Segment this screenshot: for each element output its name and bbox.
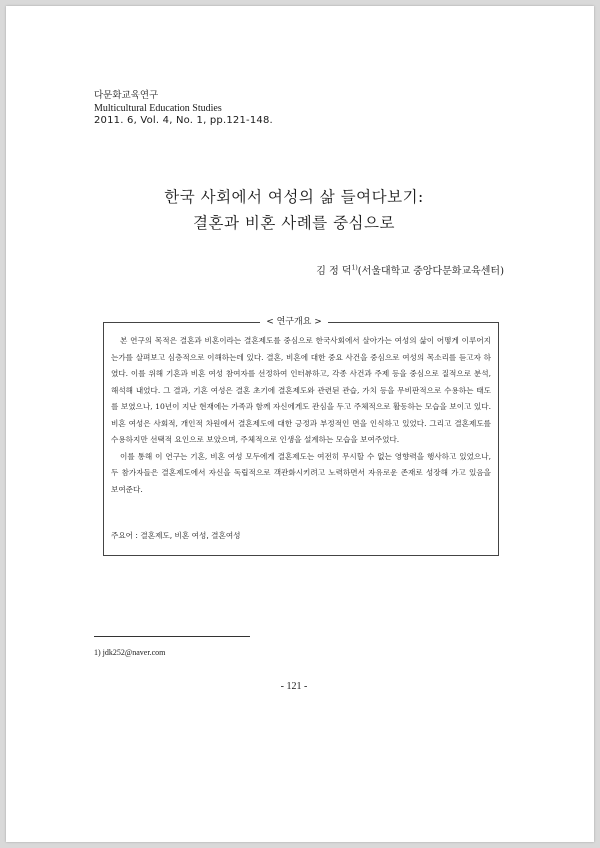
abstract-paragraph-2: 이를 통해 이 연구는 기혼, 비혼 여성 모두에게 결혼제도는 여전히 무시할 수 없는 영향력을 행사하고 있었으나, 두 참가자들은 결혼제도에서 자신을 독립적으로 객관화시키려고 노력하면서 자유로운 존재로 성장해 가고 있음을 보여준다. [111, 451, 491, 494]
footnote: 1) jdk252@naver.com [94, 648, 166, 657]
abstract-label [0, 314, 588, 327]
author-name: 김 정 덕 [316, 266, 352, 277]
journal-header [94, 90, 273, 128]
author-line [316, 262, 504, 277]
author-footnote-mark: 1) [351, 264, 358, 272]
title-line-1: 한국 사회에서 여성의 삶 들여다보기: [164, 188, 424, 206]
journal-name-english: Multicultural Education Studies [94, 102, 222, 114]
footnote-divider [94, 636, 250, 637]
author-affiliation: (서울대학교 중앙다문화교육센터) [357, 266, 504, 277]
abstract-label-text: < 연구개요 > [260, 317, 328, 327]
abstract-paragraph-1: 본 연구의 목적은 결혼과 비혼이라는 결혼제도를 중심으로 한국사회에서 살아가는 여성의 삶이 어떻게 이루어지는가를 살펴보고 심층적으로 이해하는데 있다. 결혼, 비혼에 대한 중요 사건을 중심으로 여성의 목소리를 듣고자 하였다. 이를 위해 기혼과 비혼 여성 참여자를 선정하여 인터뷰하고, 각종 사건과 주제 등을 중심으로 질적으로 분석, 해석해 내었다. 그 결과, 기혼 여성은 결혼 초기에 결혼제도와 관련된 관습, 가치 등을 무비판적으로 수용하는 태도를 보였으나, 10년이 지난 현재에는 가족과 함께 자신에게도 관심을 두고 주체적으로 활동하는 모습을 보이고 있다. 비혼 여성은 사회적, 개인적 차원에서 결혼제도에 대한 긍정과 부정적인 면을 인식하고 있었다. 그리고 결혼제도를 수용하지만 선택적 요인으로 보았으며, 주체적으로 인생을 설계하는 모습을 보여주었다. [111, 336, 491, 444]
journal-name-korean: 다문화교육연구 [94, 90, 159, 101]
abstract-body [111, 333, 491, 498]
journal-citation: 2011. 6, Vol. 4, No. 1, pp.121-148. [94, 115, 273, 126]
keywords: 주요어 : 결혼제도, 비혼 여성, 결혼여성 [111, 531, 241, 540]
paper-title [0, 184, 588, 236]
title-line-2: 결혼과 비혼 사례를 중심으로 [193, 214, 395, 232]
page-number: - 121 - [280, 681, 308, 692]
